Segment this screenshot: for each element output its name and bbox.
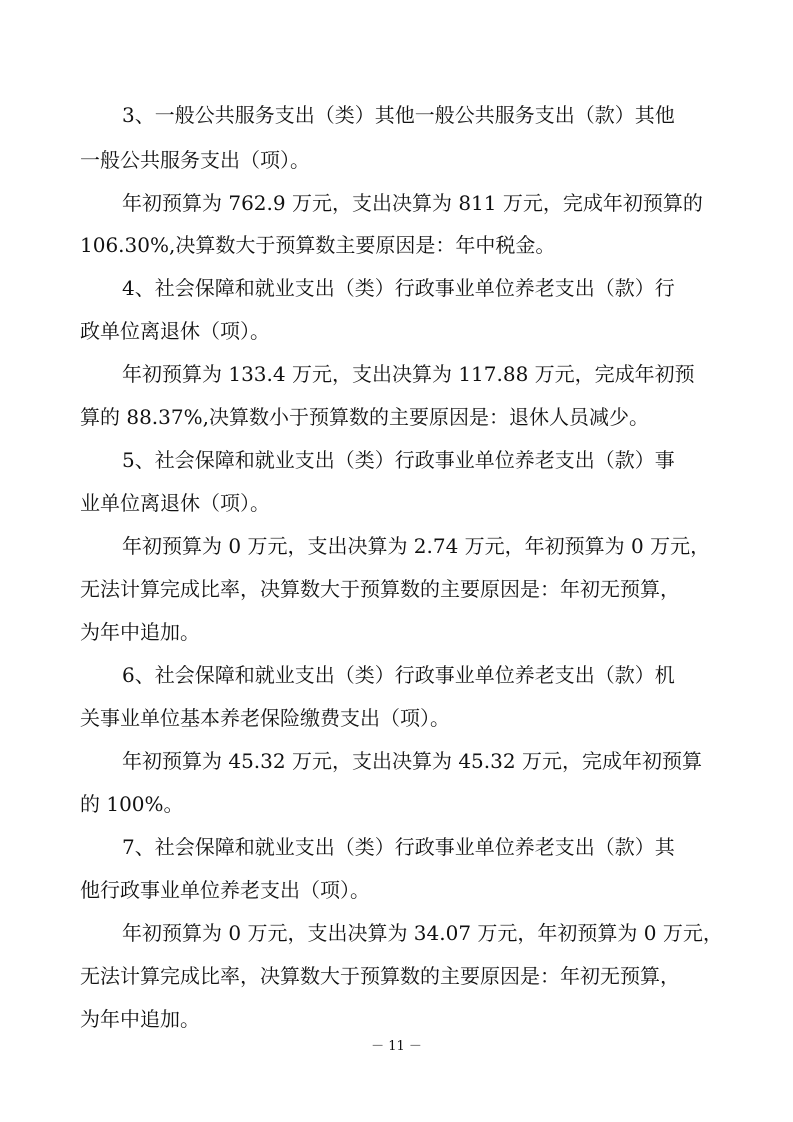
item-5-heading-line-2: 业单位离退休（项）。	[80, 491, 270, 515]
item-5-body-line-3: 为年中追加。	[80, 620, 200, 644]
item-7-body-line-2: 无法计算完成比率，决算数大于预算数的主要原因是：年初无预算，	[80, 964, 680, 988]
item-5-body-line-2: 无法计算完成比率，决算数大于预算数的主要原因是：年初无预算，	[80, 577, 680, 601]
item-6-heading-line-1: 6、社会保障和就业支出（类）行政事业单位养老支出（款）机	[122, 663, 675, 687]
item-7-body-line-3: 为年中追加。	[80, 1007, 200, 1031]
item-4-heading-line-1: 4、社会保障和就业支出（类）行政事业单位养老支出（款）行	[122, 276, 675, 300]
item-6-body-line-2: 的 100%。	[80, 792, 184, 816]
item-5-heading-line-1: 5、社会保障和就业支出（类）行政事业单位养老支出（款）事	[122, 448, 675, 472]
item-3-body-line-2: 106.30%,决算数大于预算数主要原因是：年中税金。	[80, 233, 556, 257]
item-4-heading-line-2: 政单位离退休（项）。	[80, 319, 270, 343]
item-7-heading-line-1: 7、社会保障和就业支出（类）行政事业单位养老支出（款）其	[122, 835, 675, 859]
item-6-heading-line-2: 关事业单位基本养老保险缴费支出（项）。	[80, 706, 450, 730]
item-3-heading-line-2: 一般公共服务支出（项）。	[80, 148, 310, 172]
item-5-body-line-1: 年初预算为 0 万元，支出决算为 2.74 万元，年初预算为 0 万元，	[122, 534, 711, 558]
item-3-heading-line-1: 3、一般公共服务支出（类）其他一般公共服务支出（款）其他	[122, 103, 675, 127]
item-7-body-line-1: 年初预算为 0 万元，支出决算为 34.07 万元，年初预算为 0 万元，	[122, 921, 723, 945]
page-number: － 11 －	[371, 1039, 422, 1054]
item-3-body-line-1: 年初预算为 762.9 万元，支出决算为 811 万元，完成年初预算的	[122, 191, 703, 215]
item-6-body-line-1: 年初预算为 45.32 万元，支出决算为 45.32 万元，完成年初预算	[122, 749, 702, 773]
item-4-body-line-1: 年初预算为 133.4 万元，支出决算为 117.88 万元，完成年初预	[122, 362, 695, 386]
item-4-body-line-2: 算的 88.37%,决算数小于预算数的主要原因是：退休人员减少。	[80, 405, 649, 429]
item-7-heading-line-2: 他行政事业单位养老支出（项）。	[80, 878, 370, 902]
